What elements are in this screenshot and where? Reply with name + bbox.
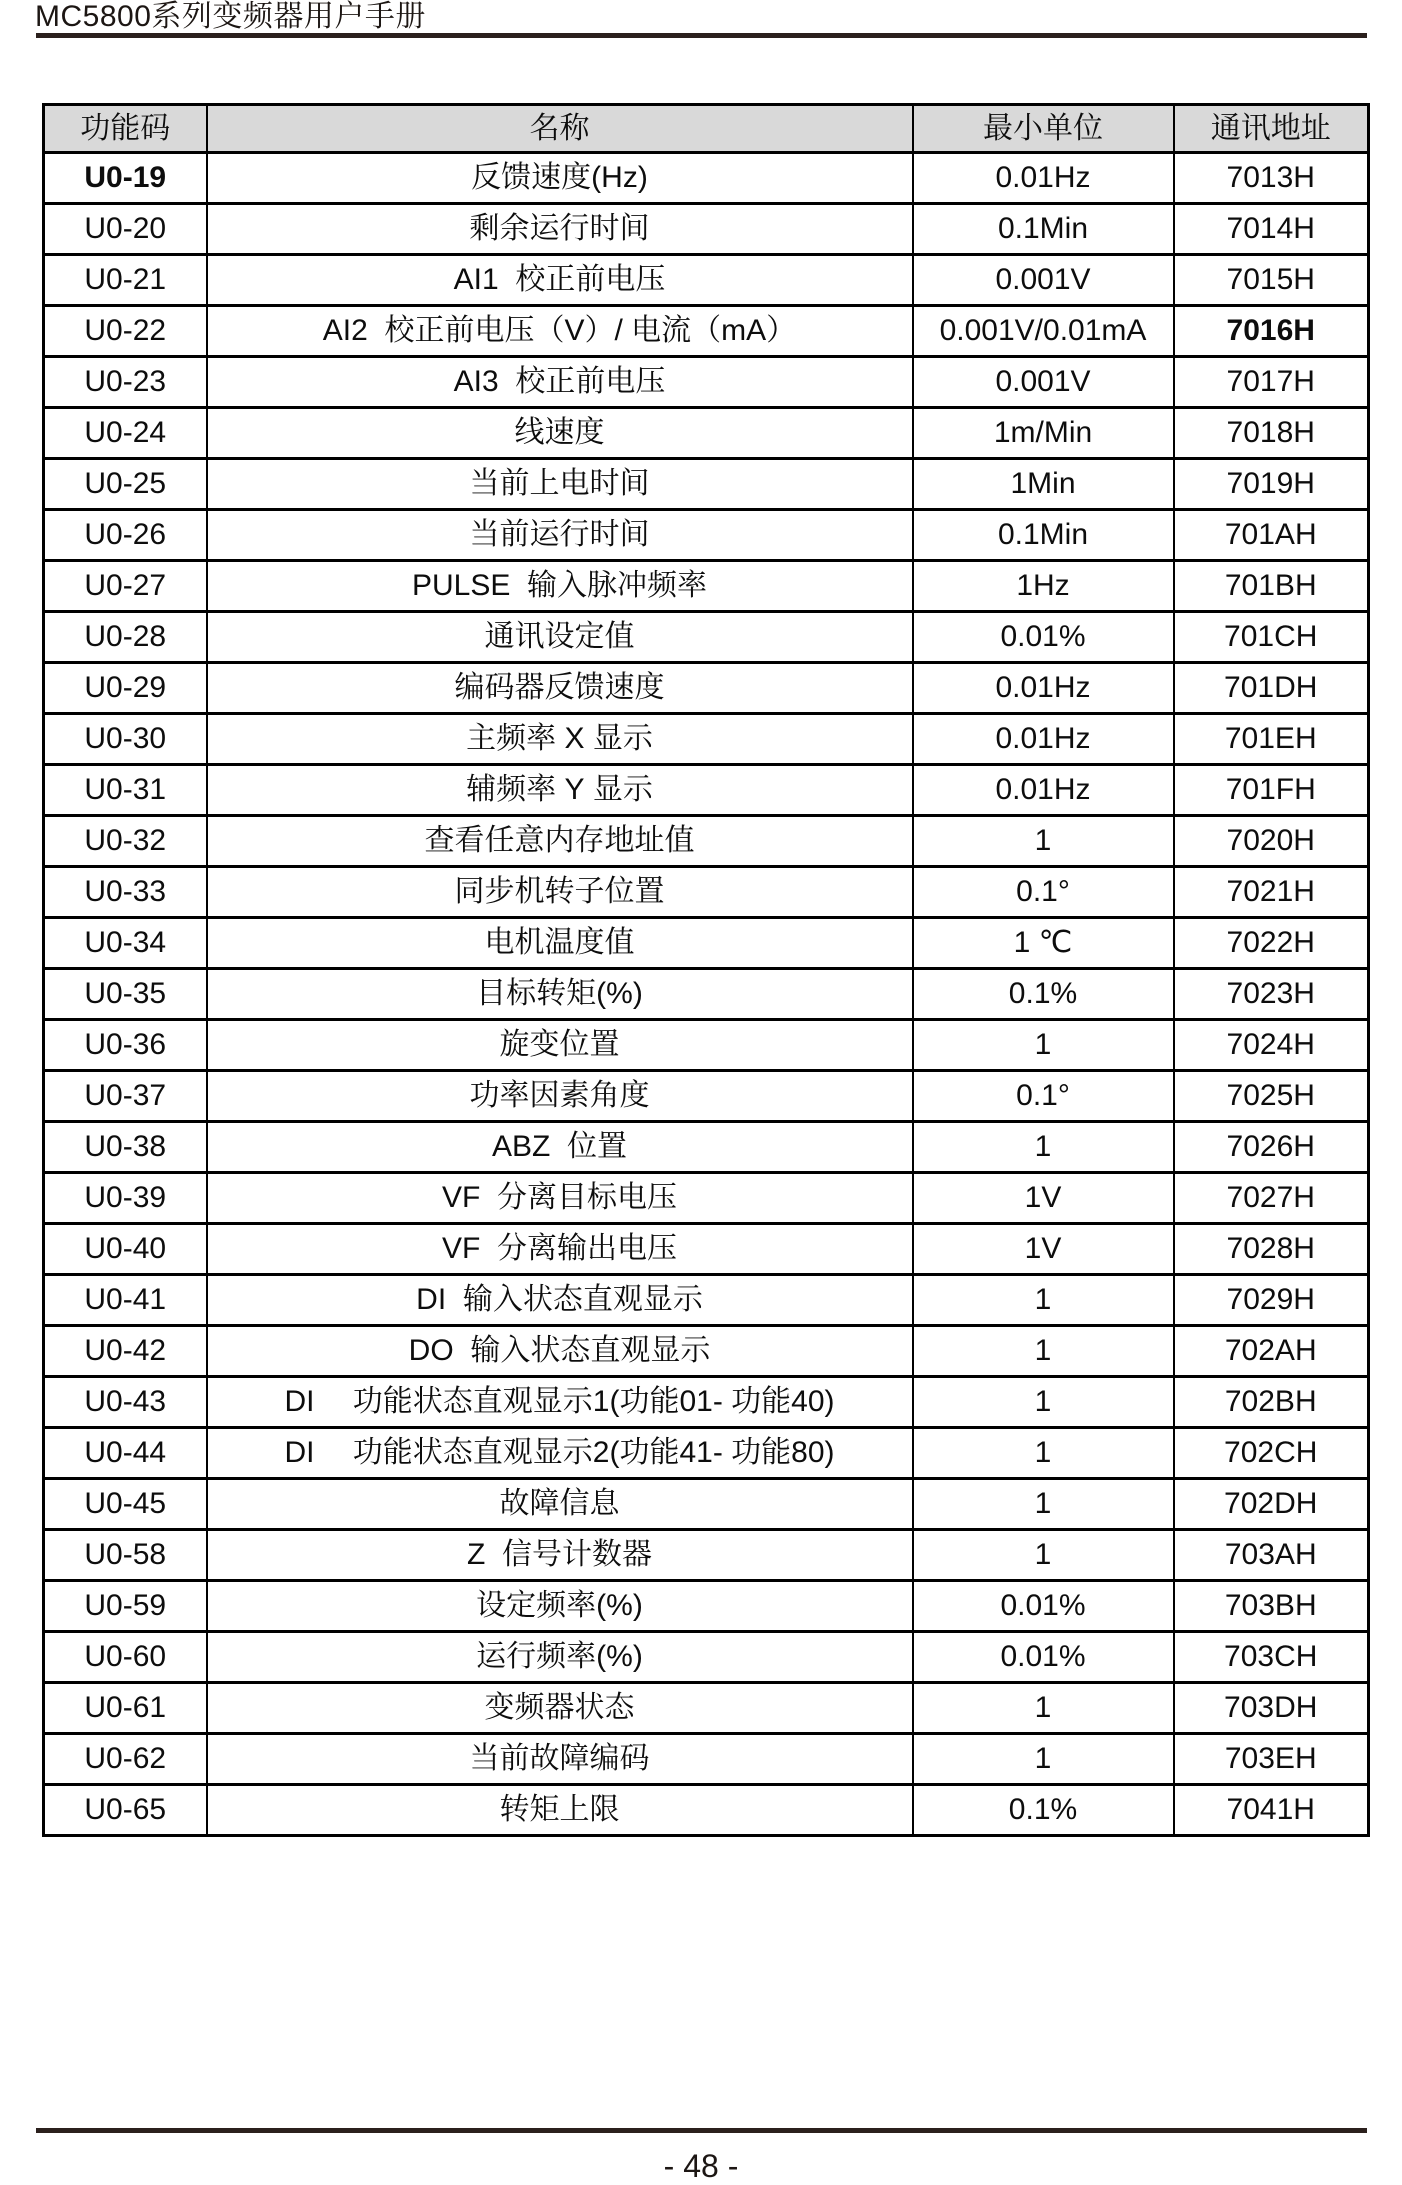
- table-row: [44, 1224, 1369, 1275]
- cell-function-code: U0-22: [44, 306, 207, 357]
- cell-name: 目标转矩(%): [207, 969, 913, 1020]
- cell-comm-address: 7015H: [1174, 255, 1369, 306]
- header-rule: [36, 33, 1367, 38]
- cell-name: DO 输入状态直观显示: [207, 1326, 913, 1377]
- table-row: [44, 1326, 1369, 1377]
- table-row: [44, 1071, 1369, 1122]
- cell-name: PULSE 输入脉冲频率: [207, 561, 913, 612]
- cell-min-unit: 1: [913, 1479, 1174, 1530]
- cell-name: 旋变位置: [207, 1020, 913, 1071]
- cell-comm-address: 703EH: [1174, 1734, 1369, 1785]
- cell-comm-address: 702DH: [1174, 1479, 1369, 1530]
- table-row: [44, 1275, 1369, 1326]
- cell-comm-address: 7027H: [1174, 1173, 1369, 1224]
- cell-min-unit: 1: [913, 816, 1174, 867]
- cell-name: ABZ 位置: [207, 1122, 913, 1173]
- cell-function-code: U0-37: [44, 1071, 207, 1122]
- cell-name: AI1 校正前电压: [207, 255, 913, 306]
- cell-function-code: U0-42: [44, 1326, 207, 1377]
- cell-comm-address: 7020H: [1174, 816, 1369, 867]
- cell-function-code: U0-19: [44, 153, 207, 204]
- table-header-row: [44, 105, 1369, 153]
- cell-comm-address: 7023H: [1174, 969, 1369, 1020]
- cell-function-code: U0-23: [44, 357, 207, 408]
- cell-name: DI 功能状态直观显示1(功能01- 功能40): [207, 1377, 913, 1428]
- table-row: [44, 153, 1369, 204]
- table-row: [44, 1581, 1369, 1632]
- cell-function-code: U0-59: [44, 1581, 207, 1632]
- table-row: [44, 357, 1369, 408]
- table-row: [44, 1632, 1369, 1683]
- cell-min-unit: 1: [913, 1020, 1174, 1071]
- page-number: - 48 -: [663, 2148, 739, 2184]
- cell-min-unit: 0.001V: [913, 255, 1174, 306]
- table-row: [44, 1785, 1369, 1836]
- cell-min-unit: 0.1%: [913, 969, 1174, 1020]
- cell-min-unit: 1: [913, 1275, 1174, 1326]
- cell-min-unit: 1: [913, 1326, 1174, 1377]
- cell-min-unit: 1: [913, 1530, 1174, 1581]
- cell-comm-address: 703CH: [1174, 1632, 1369, 1683]
- cell-function-code: U0-31: [44, 765, 207, 816]
- cell-function-code: U0-32: [44, 816, 207, 867]
- table-row: [44, 1530, 1369, 1581]
- cell-name: AI2 校正前电压（V）/ 电流（mA）: [207, 306, 913, 357]
- cell-comm-address: 7016H: [1174, 306, 1369, 357]
- cell-function-code: U0-28: [44, 612, 207, 663]
- cell-name: 功率因素角度: [207, 1071, 913, 1122]
- cell-function-code: U0-62: [44, 1734, 207, 1785]
- table-row: [44, 561, 1369, 612]
- cell-comm-address: 701AH: [1174, 510, 1369, 561]
- cell-name: DI 输入状态直观显示: [207, 1275, 913, 1326]
- cell-min-unit: 0.01%: [913, 612, 1174, 663]
- cell-comm-address: 7029H: [1174, 1275, 1369, 1326]
- cell-name: 反馈速度(Hz): [207, 153, 913, 204]
- cell-function-code: U0-61: [44, 1683, 207, 1734]
- cell-comm-address: 7014H: [1174, 204, 1369, 255]
- cell-name: 当前上电时间: [207, 459, 913, 510]
- cell-name: 辅频率 Y 显示: [207, 765, 913, 816]
- table-row: [44, 1020, 1369, 1071]
- cell-function-code: U0-34: [44, 918, 207, 969]
- cell-function-code: U0-24: [44, 408, 207, 459]
- cell-min-unit: 0.1Min: [913, 510, 1174, 561]
- cell-name: 通讯设定值: [207, 612, 913, 663]
- cell-min-unit: 0.1Min: [913, 204, 1174, 255]
- cell-comm-address: 7024H: [1174, 1020, 1369, 1071]
- cell-comm-address: 703AH: [1174, 1530, 1369, 1581]
- cell-function-code: U0-25: [44, 459, 207, 510]
- cell-function-code: U0-21: [44, 255, 207, 306]
- table-row: [44, 510, 1369, 561]
- cell-min-unit: 1: [913, 1377, 1174, 1428]
- cell-function-code: U0-20: [44, 204, 207, 255]
- cell-function-code: U0-65: [44, 1785, 207, 1836]
- cell-name: 转矩上限: [207, 1785, 913, 1836]
- cell-function-code: U0-36: [44, 1020, 207, 1071]
- cell-min-unit: 0.1%: [913, 1785, 1174, 1836]
- cell-min-unit: 1V: [913, 1224, 1174, 1275]
- cell-function-code: U0-35: [44, 969, 207, 1020]
- cell-function-code: U0-30: [44, 714, 207, 765]
- cell-min-unit: 0.01%: [913, 1581, 1174, 1632]
- page-title: MC5800系列变频器用户手册: [35, 0, 426, 33]
- table-row: [44, 969, 1369, 1020]
- cell-min-unit: 0.01%: [913, 1632, 1174, 1683]
- cell-comm-address: 7013H: [1174, 153, 1369, 204]
- cell-comm-address: 701EH: [1174, 714, 1369, 765]
- cell-function-code: U0-40: [44, 1224, 207, 1275]
- cell-name: 当前运行时间: [207, 510, 913, 561]
- cell-name: Z 信号计数器: [207, 1530, 913, 1581]
- table-row: [44, 255, 1369, 306]
- cell-min-unit: 0.01Hz: [913, 153, 1174, 204]
- table-row: [44, 1173, 1369, 1224]
- cell-comm-address: 7026H: [1174, 1122, 1369, 1173]
- cell-comm-address: 7028H: [1174, 1224, 1369, 1275]
- cell-function-code: U0-39: [44, 1173, 207, 1224]
- table-row: [44, 612, 1369, 663]
- table-row: [44, 1683, 1369, 1734]
- cell-comm-address: 701BH: [1174, 561, 1369, 612]
- cell-name: VF 分离目标电压: [207, 1173, 913, 1224]
- table-row: [44, 765, 1369, 816]
- cell-min-unit: 1Hz: [913, 561, 1174, 612]
- cell-min-unit: 0.001V: [913, 357, 1174, 408]
- cell-comm-address: 7025H: [1174, 1071, 1369, 1122]
- cell-name: 编码器反馈速度: [207, 663, 913, 714]
- cell-comm-address: 702CH: [1174, 1428, 1369, 1479]
- cell-function-code: U0-45: [44, 1479, 207, 1530]
- cell-function-code: U0-60: [44, 1632, 207, 1683]
- col-header-name: 名称: [207, 105, 913, 153]
- table-row: [44, 1428, 1369, 1479]
- cell-comm-address: 7021H: [1174, 867, 1369, 918]
- cell-name: 当前故障编码: [207, 1734, 913, 1785]
- cell-min-unit: 0.1°: [913, 867, 1174, 918]
- cell-function-code: U0-44: [44, 1428, 207, 1479]
- cell-min-unit: 1: [913, 1683, 1174, 1734]
- cell-comm-address: 7022H: [1174, 918, 1369, 969]
- cell-comm-address: 701DH: [1174, 663, 1369, 714]
- table-row: [44, 1122, 1369, 1173]
- table-row: [44, 204, 1369, 255]
- cell-comm-address: 7019H: [1174, 459, 1369, 510]
- table-row: [44, 1377, 1369, 1428]
- table-row: [44, 306, 1369, 357]
- cell-name: 电机温度值: [207, 918, 913, 969]
- table-row: [44, 1479, 1369, 1530]
- cell-comm-address: 7041H: [1174, 1785, 1369, 1836]
- cell-min-unit: 0.01Hz: [913, 765, 1174, 816]
- cell-min-unit: 0.01Hz: [913, 714, 1174, 765]
- cell-min-unit: 1: [913, 1428, 1174, 1479]
- cell-function-code: U0-58: [44, 1530, 207, 1581]
- cell-function-code: U0-43: [44, 1377, 207, 1428]
- table-row: [44, 459, 1369, 510]
- footer-rule: [36, 2128, 1367, 2133]
- table-row: [44, 816, 1369, 867]
- cell-function-code: U0-41: [44, 1275, 207, 1326]
- cell-min-unit: 0.001V/0.01mA: [913, 306, 1174, 357]
- col-header-min-unit: 最小单位: [913, 105, 1174, 153]
- cell-function-code: U0-38: [44, 1122, 207, 1173]
- cell-name: 主频率 X 显示: [207, 714, 913, 765]
- cell-min-unit: 1m/Min: [913, 408, 1174, 459]
- cell-name: 同步机转子位置: [207, 867, 913, 918]
- cell-comm-address: 703BH: [1174, 1581, 1369, 1632]
- table-body: [44, 153, 1369, 1836]
- cell-comm-address: 702BH: [1174, 1377, 1369, 1428]
- cell-function-code: U0-27: [44, 561, 207, 612]
- cell-name: AI3 校正前电压: [207, 357, 913, 408]
- cell-name: 剩余运行时间: [207, 204, 913, 255]
- cell-min-unit: 1Min: [913, 459, 1174, 510]
- cell-comm-address: 7017H: [1174, 357, 1369, 408]
- cell-min-unit: 1: [913, 1122, 1174, 1173]
- cell-min-unit: 0.1°: [913, 1071, 1174, 1122]
- function-code-table: [42, 103, 1370, 1837]
- cell-name: 变频器状态: [207, 1683, 913, 1734]
- cell-function-code: U0-26: [44, 510, 207, 561]
- cell-name: 线速度: [207, 408, 913, 459]
- cell-comm-address: 703DH: [1174, 1683, 1369, 1734]
- cell-min-unit: 1: [913, 1734, 1174, 1785]
- table-row: [44, 663, 1369, 714]
- table-row: [44, 918, 1369, 969]
- cell-name: 设定频率(%): [207, 1581, 913, 1632]
- cell-name: 查看任意内存地址值: [207, 816, 913, 867]
- col-header-function-code: 功能码: [44, 105, 207, 153]
- cell-name: DI 功能状态直观显示2(功能41- 功能80): [207, 1428, 913, 1479]
- cell-comm-address: 701CH: [1174, 612, 1369, 663]
- table-row: [44, 1734, 1369, 1785]
- cell-comm-address: 702AH: [1174, 1326, 1369, 1377]
- cell-function-code: U0-33: [44, 867, 207, 918]
- cell-comm-address: 701FH: [1174, 765, 1369, 816]
- col-header-comm-address: 通讯地址: [1174, 105, 1369, 153]
- table-row: [44, 408, 1369, 459]
- cell-function-code: U0-29: [44, 663, 207, 714]
- table-row: [44, 867, 1369, 918]
- cell-name: VF 分离输出电压: [207, 1224, 913, 1275]
- cell-name: 故障信息: [207, 1479, 913, 1530]
- table-header: [44, 105, 1369, 153]
- cell-min-unit: 1V: [913, 1173, 1174, 1224]
- table-row: [44, 714, 1369, 765]
- cell-comm-address: 7018H: [1174, 408, 1369, 459]
- cell-name: 运行频率(%): [207, 1632, 913, 1683]
- cell-min-unit: 0.01Hz: [913, 663, 1174, 714]
- cell-min-unit: 1 ℃: [913, 918, 1174, 969]
